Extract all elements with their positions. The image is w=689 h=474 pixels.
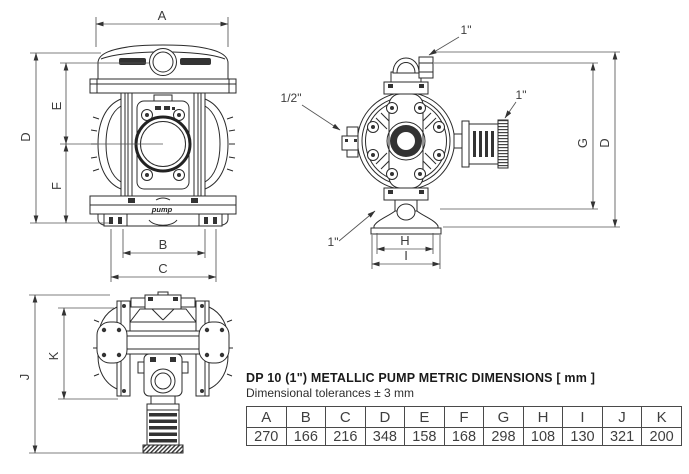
value-cell: 108 (523, 428, 563, 446)
port-label-suction: 1" (327, 235, 339, 249)
header-cell: A (247, 407, 287, 428)
value-cell: 168 (444, 428, 484, 446)
value-cell: 321 (602, 428, 642, 446)
value-cell: 166 (286, 428, 326, 446)
dim-label-f: F (49, 182, 64, 190)
dim-label-c: C (158, 261, 168, 276)
header-cell: B (286, 407, 326, 428)
dimension-table-header-row (247, 407, 682, 428)
dim-label-i: I (404, 248, 408, 263)
header-cell: H (523, 407, 563, 428)
dim-label-a: A (157, 8, 167, 23)
dim-label-b: B (158, 237, 168, 252)
value-cell: 158 (405, 428, 445, 446)
value-cell: 130 (563, 428, 603, 446)
value-cell: 216 (326, 428, 366, 446)
value-cell: 298 (484, 428, 524, 446)
port-label-muffler: 1" (515, 88, 527, 102)
dim-label-j: J (17, 373, 32, 381)
embossed-text-left (119, 58, 146, 65)
muffler-bottom-cap (143, 445, 183, 453)
header-cell: F (444, 407, 484, 428)
port-label-discharge: 1" (460, 23, 472, 37)
value-cell: 270 (247, 428, 287, 446)
header-cell: E (405, 407, 445, 428)
front-view-drawing (90, 45, 236, 226)
caption-block (246, 371, 683, 446)
dim-label-k: K (46, 351, 61, 361)
value-cell: 348 (365, 428, 405, 446)
header-cell: G (484, 407, 524, 428)
tolerance-note: Dimensional tolerances ± 3 mm (246, 386, 414, 400)
embossed-text-right (180, 58, 211, 65)
muffler-end-cap (498, 120, 508, 168)
header-cell: C (326, 407, 366, 428)
header-cell: D (365, 407, 405, 428)
dimension-table-value-row (247, 428, 682, 446)
header-cell: J (602, 407, 642, 428)
top-view-drawing (93, 292, 233, 453)
header-cell: I (563, 407, 603, 428)
sheet-title: DP 10 (1") METALLIC PUMP METRIC DIMENSIONS [ mm ] (246, 371, 596, 385)
port-label-air-inlet: 1/2" (280, 91, 302, 105)
side-view-drawing (342, 57, 508, 234)
dim-label-e: E (49, 101, 64, 111)
dim-label-d-side: D (597, 138, 612, 148)
dimension-table (246, 406, 682, 446)
dim-label-g: G (575, 137, 590, 149)
dim-label-h: H (400, 233, 410, 248)
header-cell: K (642, 407, 682, 428)
dim-label-d-front: D (18, 132, 33, 142)
value-cell: 200 (642, 428, 682, 446)
brand-logo: pump (151, 205, 173, 214)
